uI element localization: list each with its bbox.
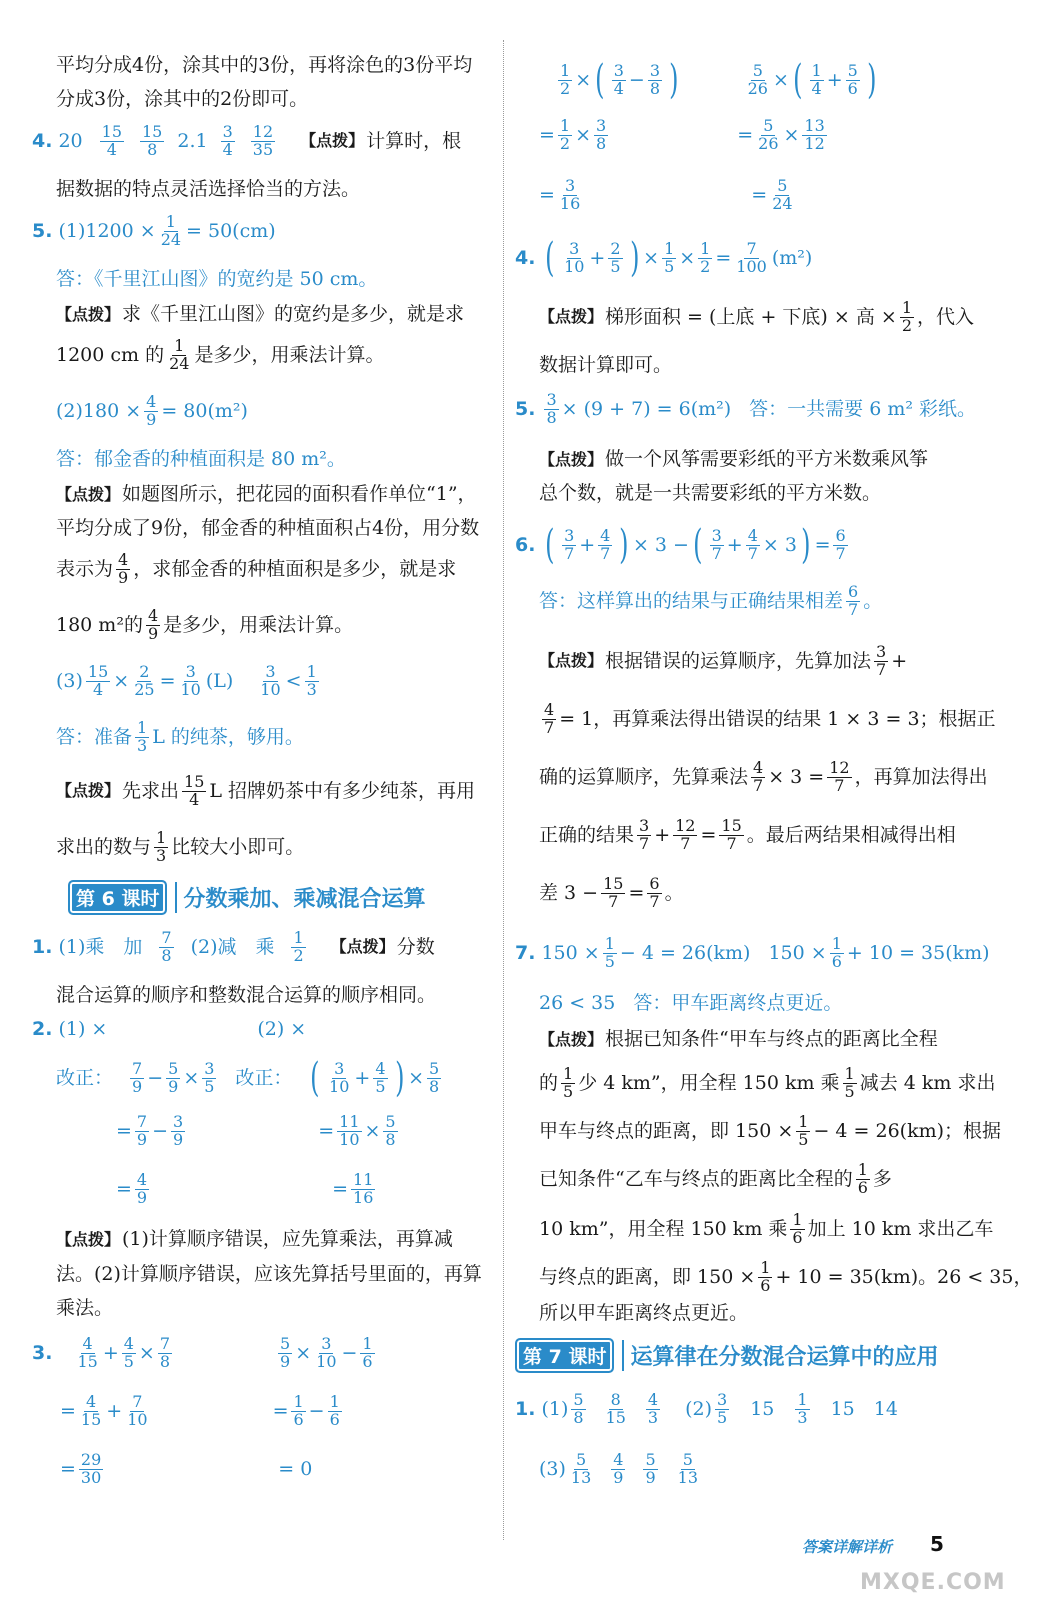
equation: = $\frac{29}{30}$ = 0 <box>60 1450 313 1487</box>
equation: = $\frac{7}{9}$ − $\frac{3}{9}$ = $\frac{11}{10}$ × $\frac{5}{8}$ <box>116 1112 396 1149</box>
tip-line: 【点拨】 根据错误的运算顺序，先算加法 3 7 + <box>539 642 908 679</box>
page-number: 5 <box>930 1532 944 1556</box>
fraction: 15 4 <box>101 122 122 159</box>
tip-line: 1200 cm 的 1 24 是多少，用乘法计算。 <box>56 336 385 373</box>
tip-line: 法。(2)计算顺序错误，应该先算括号里面的，再算 <box>56 1263 482 1285</box>
tip-line: 乘法。 <box>56 1297 114 1319</box>
tip-line: 求出的数与 1 3 比较大小即可。 <box>56 828 305 865</box>
text-line: 据数据的特点灵活选择恰当的方法。 <box>56 178 361 200</box>
fraction: 12 35 <box>252 122 274 159</box>
tip-line: 【点拨】 梯形面积 = (上底 + 下底) × 高 × $\frac{1}{2}$ ，代入 <box>539 298 975 335</box>
equation: $\frac{1}{2}$ × ( 3 4 − $\frac{3}{8}$ ) $\frac{5}{26}$ × ( 1 4 + $\frac{5}{6}$ ) <box>560 57 877 103</box>
tip-line: 【点拨】 根据已知条件“甲车与终点的距离比全程 <box>539 1028 938 1050</box>
tip-line: 确的运算顺序，先算乘法 $\frac{4}{7}$ × 3 = $\frac{12}{7}$ ，再算加法得出 <box>539 758 988 795</box>
tip-line: $\frac{4}{7}$ = 1，再算乘法得出错误的结果 1 × 3 = 3；根据正 <box>544 700 996 737</box>
tip-line: 平均分成了9份，郁金香的种植面积占4份，用分数 <box>56 517 480 539</box>
equation: = $\frac{3}{16}$ = $\frac{5}{24}$ <box>539 176 793 213</box>
s6-question-1: 1. (1)乘 加 7 8 (2)减 乘 1 2 【点拨】 分数 <box>32 928 435 965</box>
equation: (3) $\frac{15}{4}$ × $\frac{2}{25}$ = $\frac{3}{10}$ (L) 3 10 < 1 3 <box>56 662 317 699</box>
tip-line: 180 m²的 4 9 是多少，用乘法计算。 <box>56 606 354 643</box>
question-5: 5. (1)1200 × $\frac{1}{24}$ = 50(cm) <box>32 212 276 249</box>
tip-line: 已知条件“乙车与终点的距离比全程的 1 6 多 <box>539 1160 892 1197</box>
text-line: 平均分成4份，涂其中的3份，再将涂色的3份平均 <box>56 54 473 76</box>
s6-question-2: 2. (1) × (2) × <box>32 1018 307 1040</box>
tip-line: 的 1 5 少 4 km”，用全程 150 km 乘 1 5 减去 4 km 求出 <box>539 1064 996 1101</box>
answer-line: 答：《千里江山图》的宽约是 50 cm。 <box>56 268 378 290</box>
answer-line: 答：这样算出的结果与正确结果相差 6 7 。 <box>539 582 883 619</box>
tip-line: 表示为 4 9 ，求郁金香的种植面积是多少，就是求 <box>56 550 457 587</box>
tip-line: 总个数，就是一共需要彩纸的平方米数。 <box>539 482 882 504</box>
tip-line: 正确的结果 3 7 + $\frac{12}{7}$ = $\frac{15}{7}$ 。最后两结果相减得出相 <box>539 816 956 853</box>
s7-question-1: 1. (1) 5 8 8 15 4 3 (2) 3 5 15 1 3 15 14 <box>515 1390 898 1427</box>
fraction: 15 8 <box>142 122 163 159</box>
tip-line: 【点拨】 先求出 15 4 L 招牌奶茶中有多少纯茶，再用 <box>56 772 476 809</box>
tip-line: 【点拨】 如题图所示，把花园的面积看作单位“1”， <box>56 483 477 505</box>
equation: = $\frac{1}{2}$ × $\frac{3}{8}$ = $\frac{5}{26}$ × $\frac{13}{12}$ <box>539 116 825 153</box>
question-4-right: 4. ( 3 10 + $\frac{2}{5}$ ) × $\frac{1}{5}$ × $\frac{1}{2}$ = $\frac{7}{100}$ (m²) <box>515 235 813 281</box>
text-line: 分成3份，涂其中的2份即可。 <box>56 88 309 110</box>
watermark: MXQE.COM <box>860 1570 1006 1595</box>
left-column <box>32 0 500 1600</box>
tip-line: 差 3 − $\frac{15}{7}$ = $\frac{6}{7}$ 。 <box>539 874 684 911</box>
answer-line: 26 < 35 答：甲车距离终点更近。 <box>539 992 843 1014</box>
footer-label: 答案详解详析 <box>802 1538 893 1556</box>
tip-line: 【点拨】 (1)计算顺序错误，应先算乘法，再算减 <box>56 1228 453 1250</box>
right-column <box>515 0 1033 1600</box>
answer-line: 答：准备 1 3 L 的纯茶，够用。 <box>56 718 304 755</box>
tip-line: 数据计算即可。 <box>539 354 673 376</box>
question-6-right: 6. ( 3 7 + $\frac{4}{7}$ ) × 3 − ( 3 7 + $\frac{4}{7}$ × 3 ) = $\frac{6}{7}$ <box>515 522 846 568</box>
tip-line: 甲车与终点的距离，即 150 × $\frac{1}{5}$ − 4 = 26(km)；根据 <box>539 1112 1002 1149</box>
tip-line: 所以甲车距离终点更近。 <box>539 1302 749 1324</box>
question-5-right: 5. $\frac{3}{8}$ × (9 + 7) = 6(m²) 答：一共需要 6 m² 彩纸。 <box>515 390 976 427</box>
equation: = $\frac{4}{15}$ + $\frac{7}{10}$ = $\frac{1}{6}$ − $\frac{1}{6}$ <box>60 1392 340 1429</box>
question-4: 4. 20 15 4 15 8 2.1 3 4 12 35 【点拨】 计算时，根 <box>32 122 462 159</box>
answer-line: 答：郁金香的种植面积是 80 m²。 <box>56 448 346 470</box>
section-header-6: 第 6 课时 分数乘加、乘减混合运算 <box>68 880 425 914</box>
s6-question-3: 3. 4 15 + $\frac{4}{5}$ × $\frac{7}{8}$ $\frac{5}{9}$ × $\frac{3}{10}$ − $\frac{1}{6}$ <box>32 1334 373 1371</box>
tip-line: 【点拨】 做一个风筝需要彩纸的平方米数乘风筝 <box>539 448 929 470</box>
equation: (2)180 × $\frac{4}{9}$ = 80(m²) <box>56 392 248 429</box>
tip-line: 10 km”，用全程 150 km 乘 1 6 加上 10 km 求出乙车 <box>539 1210 994 1247</box>
question-7-right: 7. 150 × $\frac{1}{5}$ − 4 = 26(km) 150 × $\frac{1}{6}$ + 10 = 35(km) <box>515 934 990 971</box>
equation: = $\frac{4}{9}$ = $\frac{11}{16}$ <box>116 1170 374 1207</box>
tip-line: 与终点的距离，即 150 × $\frac{1}{6}$ + 10 = 35(km)。26 < 35， <box>539 1258 1033 1295</box>
fraction: 3 4 <box>222 122 233 159</box>
equation: 改正： 7 9 − $\frac{5}{9}$ × $\frac{3}{5}$ 改正： ( 3 10 + $\frac{4}{5}$ ) × $\frac{5}{8}$ <box>56 1055 440 1101</box>
text-line: 混合运算的顺序和整数混合运算的顺序相同。 <box>56 984 437 1006</box>
column-divider <box>503 40 504 1540</box>
tip-line: 【点拨】 求《千里江山图》的宽约是多少，就是求 <box>56 303 465 325</box>
section-header-7: 第 7 课时 运算律在分数混合运算中的应用 <box>515 1338 938 1372</box>
equation: (3) 5 13 4 9 5 9 5 13 <box>539 1450 699 1487</box>
